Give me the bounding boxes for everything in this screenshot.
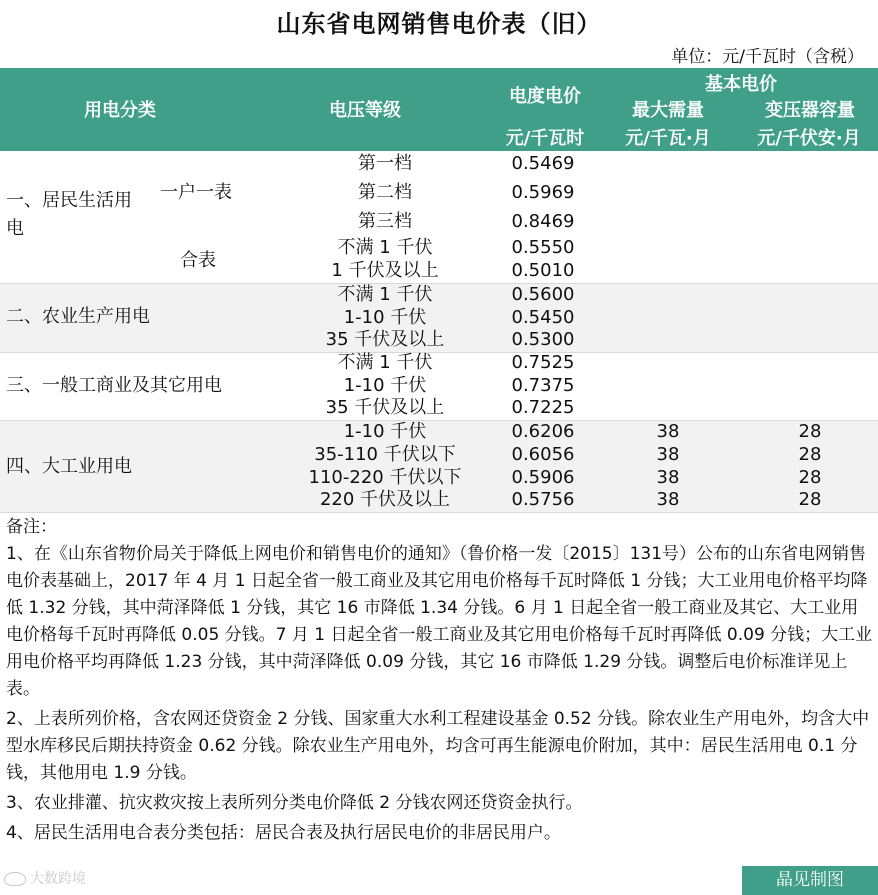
table-row-level: 不满 1 千伏 (337, 284, 433, 305)
table-row-price: 0.5550 (511, 237, 575, 258)
table-row-demand: 38 (656, 444, 680, 465)
header-category: 用电分类 (84, 100, 156, 121)
table-row-level: 1-10 千伏 (343, 421, 427, 442)
table-row-level: 不满 1 千伏 (337, 237, 433, 258)
table-row-level: 第二档 (358, 182, 412, 203)
note-3: 3、农业排灌、抗灾救灾按上表所列分类电价降低 2 分钱农网还贷资金执行。 (6, 793, 583, 813)
note-2: 2、上表所列价格，含农网还贷资金 2 分钱、国家重大水利工程建设基金 0.52 分钱。除农业生产用电外，均含大中型水库移民后期扶持资金 0.62 分钱。除农业生产用电外，均含可再生能源电价附加，其中：居民生活用电 0.1 分钱，其他用电 1.9 分钱。 (6, 709, 870, 783)
header-basic-price: 基本电价 (705, 74, 777, 95)
watermark (4, 868, 86, 888)
header-max-demand-unit: 元/千瓦·月 (625, 128, 711, 149)
category-general: 三、一般工商业及其它用电 (6, 375, 222, 396)
table-row-demand: 38 (656, 467, 680, 488)
table-row-price: 0.8469 (511, 211, 575, 232)
header-voltage: 电压等级 (329, 100, 401, 121)
table-row-level: 1-10 千伏 (343, 307, 427, 328)
header-transformer-unit: 元/千伏安·月 (757, 128, 861, 149)
table-row-price: 0.6206 (511, 421, 575, 442)
note-4: 4、居民生活用电合表分类包括：居民合表及执行居民电价的非居民用户。 (6, 823, 561, 843)
note-1: 1、在《山东省物价局关于降低上网电价和销售电价的通知》（鲁价格一发〔2015〕131号）公布的山东省电网销售电价表基础上，2017 年 4 月 1 日起全省一般工商业及其它用电价格每千瓦时降低 1 分钱；大工业用电价格平均降低 1.32 分钱，其中菏泽降低 1 分钱，其它 16 市降低 1.34 分钱。6 月 1 日起全省一般工商业及其它、大工业用电价格每千瓦时再降低 0.05 分钱。7 月 1 日起全省一般工商业及其它用电价格每千瓦时再降低 0.09 分钱；大工业用电价格平均再降低 1.23 分钱，其中菏泽降低 0.09 分钱，其它 16 市降低 1.29 分钱。调整后电价标准详见上表。 (6, 544, 873, 699)
table-row-level: 35 千伏及以上 (325, 397, 445, 418)
header-transformer: 变压器容量 (765, 100, 855, 121)
table-row-level: 第一档 (358, 153, 412, 174)
table-row-level: 35-110 千伏以下 (314, 444, 456, 465)
divider (0, 512, 878, 513)
table-row-price: 0.7375 (511, 375, 575, 396)
table-row-price: 0.5010 (511, 260, 575, 281)
table-row-transformer: 28 (798, 444, 822, 465)
table-row-level: 1-10 千伏 (343, 375, 427, 396)
notes (6, 514, 874, 850)
category-residential: 一、居民生活用 (6, 190, 132, 211)
table-row-demand: 38 (656, 421, 680, 442)
table-row-level: 1 千伏及以上 (331, 260, 439, 281)
table-row-level: 110-220 千伏以下 (308, 467, 462, 488)
table-row-price: 0.5450 (511, 307, 575, 328)
category-agri: 二、农业生产用电 (6, 306, 150, 327)
watermark-logo-icon (4, 872, 26, 886)
table-row-level: 220 千伏及以上 (319, 489, 451, 510)
table-row-transformer: 28 (798, 467, 822, 488)
table-row-level: 不满 1 千伏 (337, 352, 433, 373)
page-title: 山东省电网销售电价表（旧） (276, 10, 602, 38)
table-row-price: 0.7525 (511, 352, 575, 373)
table-row-price: 0.5969 (511, 182, 575, 203)
table-row-price: 0.5600 (511, 284, 575, 305)
table-row-price: 0.5906 (511, 467, 575, 488)
header-max-demand: 最大需量 (632, 100, 704, 121)
table-row-level: 35 千伏及以上 (325, 329, 445, 350)
brand-badge: 晶见制图 (742, 866, 878, 895)
unit-label: 单位：元/千瓦时（含税） (671, 47, 864, 67)
table-row-transformer: 28 (798, 489, 822, 510)
combined-meter-label: 合表 (180, 250, 216, 271)
table-row-level: 第三档 (358, 211, 412, 232)
table-row-price: 0.7225 (511, 397, 575, 418)
header-energy-unit: 元/千瓦时 (505, 128, 585, 149)
notes-heading: 备注： (6, 517, 57, 537)
table-row-price: 0.5300 (511, 329, 575, 350)
header-energy-price: 电度电价 (509, 86, 581, 107)
watermark-text: 大数跨境 (30, 871, 86, 887)
table-row-transformer: 28 (798, 421, 822, 442)
table-header (0, 68, 878, 151)
single-meter-label: 一户一表 (160, 182, 232, 203)
category-large: 四、大工业用电 (6, 456, 132, 477)
table-row-demand: 38 (656, 489, 680, 510)
table-row-price: 0.5756 (511, 489, 575, 510)
table-row-price: 0.6056 (511, 444, 575, 465)
category-residential-cont: 电 (6, 218, 24, 239)
table-row-price: 0.5469 (511, 153, 575, 174)
